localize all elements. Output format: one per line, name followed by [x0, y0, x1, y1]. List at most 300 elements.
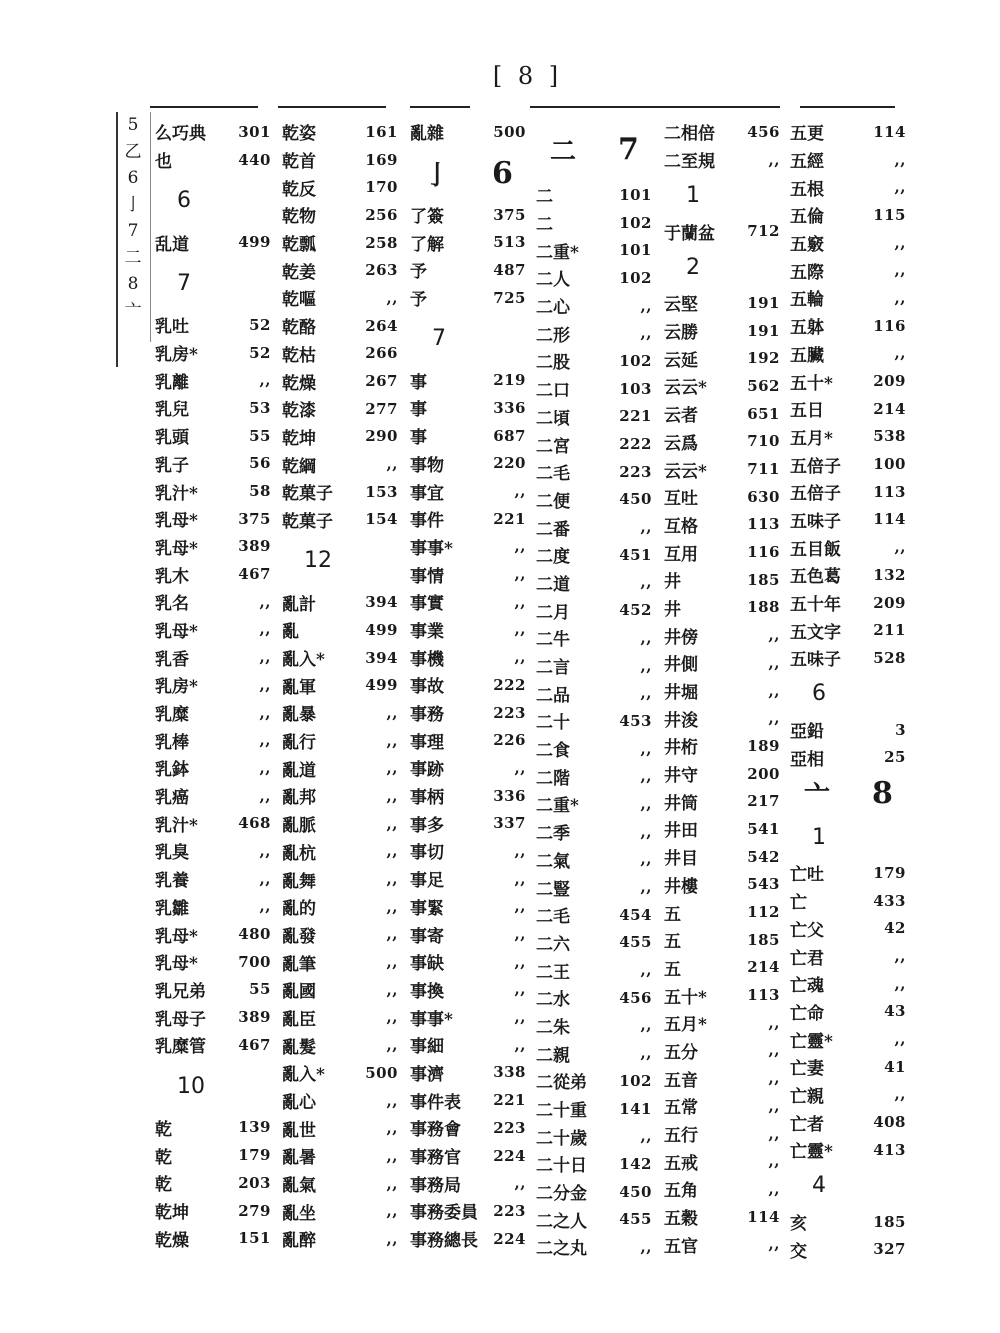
entry-page-number: ,,	[640, 794, 652, 813]
entry-page-number: 389	[238, 1008, 271, 1027]
entry-word: 乳養	[155, 871, 189, 892]
entry-word: 五角	[664, 1181, 698, 1202]
entry-word: 乾坤	[155, 1203, 189, 1224]
index-entry	[282, 478, 398, 506]
entry-word: 事故	[410, 677, 444, 698]
index-entry	[282, 1197, 398, 1225]
entry-page-number: 53	[249, 398, 271, 417]
index-entry	[536, 403, 652, 431]
stroke-count-heading: 1	[812, 824, 826, 850]
entry-page-number: ,,	[386, 814, 398, 833]
entry-word: 云延	[664, 350, 698, 371]
index-entry	[664, 981, 780, 1009]
entry-page-number: ,,	[640, 767, 652, 786]
index-entry	[536, 347, 652, 375]
entry-word: 予	[410, 290, 427, 311]
entry-page-number: 55	[249, 980, 271, 999]
entry-word: 事務官	[410, 1148, 461, 1169]
index-entry	[282, 727, 398, 755]
entry-page-number: 142	[619, 1154, 652, 1173]
entry-page-number: ,,	[640, 1016, 652, 1035]
index-entry	[664, 511, 780, 539]
entry-word: 亂氣	[282, 1176, 316, 1197]
index-entry	[790, 589, 906, 617]
index-entry	[410, 893, 526, 921]
entry-page-number: 712	[747, 222, 780, 241]
entry-word: 五味子	[790, 650, 841, 671]
index-entry	[664, 1147, 780, 1175]
entry-page-number: 224	[493, 1146, 526, 1165]
entry-word: 亂暴	[282, 705, 316, 726]
top-rule	[278, 106, 386, 108]
index-entry	[155, 477, 271, 505]
entry-page-number: ,,	[386, 1174, 398, 1193]
entry-page-number: ,,	[514, 1008, 526, 1027]
entry-word: 五	[664, 959, 681, 980]
entry-word: 亂脈	[282, 816, 316, 837]
entry-word: 亂國	[282, 982, 316, 1003]
section-heading	[664, 245, 780, 289]
section-heading	[155, 173, 271, 228]
entry-word: 五竅	[790, 235, 824, 256]
index-entry	[282, 671, 398, 699]
entry-page-number: 455	[619, 1210, 652, 1229]
index-entry	[410, 865, 526, 893]
index-entry	[664, 677, 780, 705]
index-entry	[410, 809, 526, 837]
entry-word: 乳兄弟	[155, 981, 206, 1002]
entry-page-number: ,,	[640, 573, 652, 592]
index-entry	[536, 762, 652, 790]
entry-page-number: ,,	[386, 455, 398, 474]
entry-page-number: ,,	[768, 1096, 780, 1115]
index-entry	[536, 1039, 652, 1067]
entry-word: 五色葛	[790, 567, 841, 588]
entry-word: 了簽	[410, 207, 444, 228]
entry-page-number: ,,	[386, 786, 398, 805]
entry-page-number: ,,	[640, 324, 652, 343]
entry-page-number: ,,	[259, 869, 271, 888]
entry-page-number: 455	[619, 933, 652, 952]
entry-word: 乳癌	[155, 788, 189, 809]
index-entry	[790, 743, 906, 771]
index-column-3	[410, 118, 526, 1252]
index-entry	[790, 998, 906, 1026]
entry-page-number: 279	[238, 1201, 271, 1220]
entry-page-number: 185	[747, 570, 780, 589]
entry-word: 事	[410, 428, 427, 449]
entry-page-number: 562	[747, 376, 780, 395]
entry-word: 互用	[664, 544, 698, 565]
index-entry	[410, 782, 526, 810]
index-entry	[790, 616, 906, 644]
index-column-2	[282, 118, 398, 1253]
entry-word: 云爲	[664, 433, 698, 454]
index-entry	[536, 264, 652, 292]
entry-word: 二口	[536, 381, 570, 402]
index-entry	[536, 735, 652, 763]
entry-word: 云堅	[664, 295, 698, 316]
index-entry	[155, 1197, 271, 1225]
index-entry	[282, 1059, 398, 1087]
entry-word: 井筒	[664, 793, 698, 814]
stroke-count-heading: 7	[177, 271, 191, 297]
entry-page-number: 132	[873, 565, 906, 584]
entry-page-number: 258	[365, 233, 398, 252]
entry-page-number: 113	[747, 515, 780, 534]
entry-page-number: ,,	[259, 841, 271, 860]
index-entry	[536, 1150, 652, 1178]
entry-page-number: ,,	[514, 952, 526, 971]
index-entry	[155, 394, 271, 422]
index-entry	[410, 920, 526, 948]
entry-word: 五倍子	[790, 484, 841, 505]
entry-page-number: ,,	[894, 538, 906, 557]
index-entry	[790, 561, 906, 589]
entry-page-number: 487	[493, 260, 526, 279]
index-entry	[410, 699, 526, 727]
index-entry	[282, 810, 398, 838]
entry-word: 五音	[664, 1070, 698, 1091]
entry-page-number: ,,	[768, 709, 780, 728]
index-entry	[790, 859, 906, 887]
entry-page-number: 222	[493, 675, 526, 694]
entry-word: 乾綱	[282, 456, 316, 477]
entry-page-number: 264	[365, 316, 398, 335]
index-entry	[282, 1225, 398, 1253]
entry-word: 亂世	[282, 1120, 316, 1141]
entry-word: 事換	[410, 981, 444, 1002]
index-entry	[155, 422, 271, 450]
entry-page-number: ,,	[386, 897, 398, 916]
index-entry	[664, 483, 780, 511]
index-column-4	[536, 118, 652, 1261]
index-entry	[282, 340, 398, 368]
index-entry	[664, 400, 780, 428]
entry-page-number: ,,	[768, 1041, 780, 1060]
entry-word: 乳母*	[155, 954, 198, 975]
entry-page-number: ,,	[894, 1085, 906, 1104]
index-entry	[410, 1225, 526, 1253]
index-entry	[664, 594, 780, 622]
entry-page-number: 710	[747, 432, 780, 451]
index-entry	[282, 450, 398, 478]
entry-page-number: 630	[747, 487, 780, 506]
entry-page-number: 651	[747, 404, 780, 423]
index-entry	[410, 948, 526, 976]
entry-word: 二朱	[536, 1017, 570, 1038]
index-entry	[790, 367, 906, 395]
index-entry	[410, 588, 526, 616]
index-entry	[664, 787, 780, 815]
entry-page-number: 114	[873, 510, 906, 529]
entry-word: 井守	[664, 766, 698, 787]
stroke-count-heading: 7	[618, 132, 639, 167]
entry-page-number: 375	[238, 509, 271, 528]
entry-word: 二言	[536, 658, 570, 679]
entry-page-number: 191	[747, 321, 780, 340]
entry-word: 亡者	[790, 1114, 824, 1135]
index-entry	[790, 716, 906, 744]
entry-page-number: 290	[365, 427, 398, 446]
entry-page-number: ,,	[894, 344, 906, 363]
entry-word: 亡	[790, 893, 807, 914]
entry-page-number: 114	[873, 122, 906, 141]
index-entry	[410, 726, 526, 754]
entry-page-number: ,,	[640, 518, 652, 537]
entry-page-number: 170	[365, 178, 398, 197]
index-entry	[790, 887, 906, 915]
entry-word: 二便	[536, 491, 570, 512]
entry-page-number: 226	[493, 731, 526, 750]
entry-page-number: 151	[238, 1229, 271, 1248]
entry-word: 事務局	[410, 1175, 461, 1196]
index-entry	[155, 1224, 271, 1252]
entry-page-number: ,,	[259, 897, 271, 916]
entry-page-number: 267	[365, 372, 398, 391]
entry-word: 亂入*	[282, 650, 325, 671]
index-entry	[536, 430, 652, 458]
entry-page-number: 223	[619, 462, 652, 481]
entry-page-number: 185	[873, 1212, 906, 1231]
entry-page-number: 541	[747, 819, 780, 838]
entry-page-number: 41	[884, 1057, 906, 1076]
index-entry	[536, 929, 652, 957]
index-entry	[664, 1037, 780, 1065]
entry-word: 二水	[536, 990, 570, 1011]
entry-page-number: ,,	[259, 620, 271, 639]
entry-page-number: 413	[873, 1140, 906, 1159]
entry-word: 五常	[664, 1098, 698, 1119]
entry-word: 井田	[664, 821, 698, 842]
entry-page-number: 221	[619, 407, 652, 426]
entry-page-number: 211	[873, 621, 906, 640]
entry-page-number: 203	[238, 1173, 271, 1192]
entry-word: 亂雜	[410, 124, 444, 145]
entry-page-number: 139	[238, 1118, 271, 1137]
entry-page-number: ,,	[894, 261, 906, 280]
entry-word: 交	[790, 1241, 807, 1262]
index-entry	[155, 1031, 271, 1059]
index-entry	[410, 1003, 526, 1031]
index-entry	[664, 538, 780, 566]
index-entry	[410, 837, 526, 865]
index-entry	[410, 616, 526, 644]
entry-page-number: 452	[619, 601, 652, 620]
index-entry	[664, 372, 780, 400]
entry-page-number: ,,	[640, 656, 652, 675]
entry-page-number: ,,	[514, 565, 526, 584]
entry-word: 事務總長	[410, 1231, 478, 1252]
entry-page-number: 433	[873, 891, 906, 910]
stroke-count-heading: 6	[812, 681, 826, 707]
index-entry	[155, 505, 271, 533]
entry-word: 乾	[155, 1175, 172, 1196]
entry-word: 亡吐	[790, 865, 824, 886]
entry-page-number: 467	[238, 565, 271, 584]
entry-page-number: 102	[619, 351, 652, 370]
entry-word: 事實	[410, 594, 444, 615]
entry-page-number: ,,	[640, 739, 652, 758]
entry-page-number: 58	[249, 482, 271, 501]
entry-page-number: 266	[365, 344, 398, 363]
entry-word: 乾坤	[282, 428, 316, 449]
index-entry	[664, 1064, 780, 1092]
entry-word: 二頃	[536, 408, 570, 429]
entry-page-number: 224	[493, 1229, 526, 1248]
entry-word: 乳母*	[155, 926, 198, 947]
index-entry	[536, 1205, 652, 1233]
entry-word: 事宜	[410, 483, 444, 504]
index-entry	[282, 1114, 398, 1142]
index-entry	[790, 229, 906, 257]
entry-word: 乳母子	[155, 1009, 206, 1030]
entry-page-number: 3	[895, 720, 906, 739]
index-entry	[155, 1141, 271, 1169]
section-heading	[790, 672, 906, 716]
index-entry	[155, 809, 271, 837]
index-column-5	[664, 118, 780, 1258]
entry-page-number: 394	[365, 648, 398, 667]
index-entry	[664, 732, 780, 760]
index-entry	[790, 284, 906, 312]
entry-word: 五輪	[790, 290, 824, 311]
entry-page-number: 214	[873, 399, 906, 418]
stroke-count-heading: 10	[177, 1073, 205, 1099]
index-radical: 亠	[124, 300, 142, 321]
entry-page-number: 217	[747, 792, 780, 811]
entry-page-number: 450	[619, 1182, 652, 1201]
entry-page-number: ,,	[386, 1202, 398, 1221]
index-entry	[536, 375, 652, 403]
entry-page-number: ,,	[514, 1174, 526, 1193]
entry-word: 亂軍	[282, 677, 316, 698]
index-entry	[790, 1025, 906, 1053]
entry-page-number: 456	[619, 988, 652, 1007]
entry-page-number: ,,	[768, 1069, 780, 1088]
entry-word: 云云*	[664, 378, 707, 399]
entry-page-number: ,,	[259, 786, 271, 805]
entry-word: 二牛	[536, 630, 570, 651]
index-entry	[536, 1095, 652, 1123]
index-entry	[536, 458, 652, 486]
entry-word: 乾姿	[282, 124, 316, 145]
entry-page-number: ,,	[259, 703, 271, 722]
entry-word: 五穀	[664, 1209, 698, 1230]
entry-word: 亂臣	[282, 1009, 316, 1030]
index-entry	[155, 146, 271, 174]
index-radical: 乙	[124, 141, 142, 162]
index-entry	[536, 486, 652, 514]
entry-page-number: ,,	[514, 620, 526, 639]
entry-page-number: 468	[238, 814, 271, 833]
entry-page-number: ,,	[768, 681, 780, 700]
entry-page-number: 336	[493, 398, 526, 417]
entry-word: 事多	[410, 815, 444, 836]
entry-page-number: ,,	[768, 626, 780, 645]
entry-page-number: 56	[249, 454, 271, 473]
entry-word: 二宮	[536, 436, 570, 457]
index-entry	[536, 790, 652, 818]
entry-word: 事理	[410, 732, 444, 753]
index-entry	[282, 1170, 398, 1198]
entry-word: 五官	[664, 1236, 698, 1257]
entry-word: 乾反	[282, 179, 316, 200]
entry-word: 五際	[790, 262, 824, 283]
entry-page-number: ,,	[640, 628, 652, 647]
entry-word: 井桁	[664, 738, 698, 759]
entry-word: 二十	[536, 713, 570, 734]
entry-page-number: ,,	[514, 592, 526, 611]
entry-page-number: 500	[365, 1063, 398, 1082]
entry-page-number: 223	[493, 1201, 526, 1220]
entry-page-number: 185	[747, 930, 780, 949]
index-entry	[155, 754, 271, 782]
entry-word: 事情	[410, 566, 444, 587]
entry-page-number: ,,	[514, 897, 526, 916]
entry-page-number: ,,	[514, 980, 526, 999]
entry-page-number: 223	[493, 703, 526, 722]
entry-word: 亂醉	[282, 1231, 316, 1252]
index-entry	[664, 317, 780, 345]
index-entry	[410, 118, 526, 146]
entry-word: 乳汁*	[155, 815, 198, 836]
entry-word: 事務	[410, 705, 444, 726]
entry-word: 亂	[282, 622, 299, 643]
entry-word: 五	[664, 932, 681, 953]
index-entry	[282, 506, 398, 534]
entry-word: 二分金	[536, 1184, 587, 1205]
index-stroke-count: 6	[127, 168, 139, 188]
entry-word: 井	[664, 599, 681, 620]
index-entry	[790, 1108, 906, 1136]
entry-word: 乾嘔	[282, 290, 316, 311]
entry-page-number: ,,	[259, 648, 271, 667]
entry-word: 二親	[536, 1045, 570, 1066]
entry-word: 二	[536, 215, 553, 236]
entry-page-number: ,,	[640, 850, 652, 869]
entry-page-number: 456	[747, 122, 780, 141]
index-entry	[536, 707, 652, 735]
index-entry	[536, 956, 652, 984]
entry-page-number: 102	[619, 268, 652, 287]
index-entry	[155, 533, 271, 561]
entry-page-number: 42	[884, 919, 906, 938]
entry-word: 乳棒	[155, 732, 189, 753]
section-heading	[790, 815, 906, 859]
entry-page-number: 113	[747, 986, 780, 1005]
index-entry	[536, 624, 652, 652]
entry-word: 乾	[155, 1119, 172, 1140]
entry-word: 亂坐	[282, 1203, 316, 1224]
index-entry	[790, 201, 906, 229]
index-entry	[155, 865, 271, 893]
entry-word: 云者	[664, 406, 698, 427]
index-entry	[282, 948, 398, 976]
entry-word: 井	[664, 572, 681, 593]
entry-page-number: 43	[884, 1002, 906, 1021]
entry-page-number: ,,	[259, 592, 271, 611]
entry-word: 乾燥	[282, 373, 316, 394]
entry-page-number: 700	[238, 952, 271, 971]
entry-word: 亂筆	[282, 954, 316, 975]
entry-word: 事缺	[410, 954, 444, 975]
index-entry	[282, 616, 398, 644]
index-entry	[282, 146, 398, 174]
top-rule	[150, 106, 258, 108]
index-entry	[282, 782, 398, 810]
index-entry	[536, 984, 652, 1012]
